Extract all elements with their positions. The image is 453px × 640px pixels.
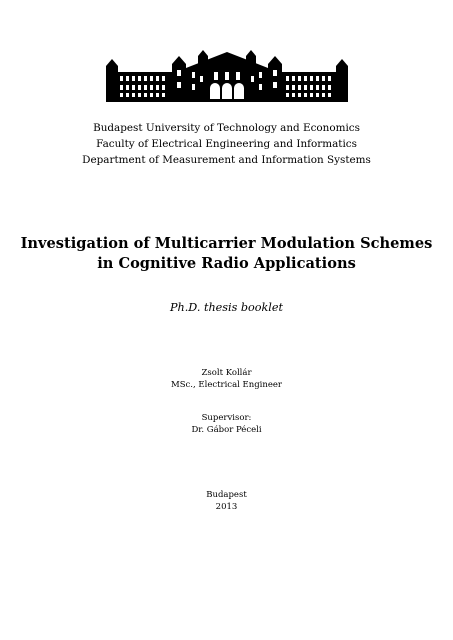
supervisor-label: Supervisor: [201,413,252,423]
publication-place: Budapest [206,490,247,500]
university-name: Budapest University of Technology and Economics [93,122,360,134]
author-name: Zsolt Kollár [201,368,252,378]
university-building-logo [106,50,348,102]
thesis-title-line-2: in Cognitive Radio Applications [97,255,356,272]
faculty-name: Faculty of Electrical Engineering and Informatics [96,138,357,150]
supervisor-name: Dr. Gábor Péceli [191,425,262,435]
document-subtitle: Ph.D. thesis booklet [169,301,284,314]
publication-year: 2013 [215,502,238,512]
thesis-title-line-1: Investigation of Multicarrier Modulation Schemes [20,235,433,252]
author-degree: MSc., Electrical Engineer [171,380,282,390]
department-name: Department of Measurement and Information Systems [82,154,371,166]
